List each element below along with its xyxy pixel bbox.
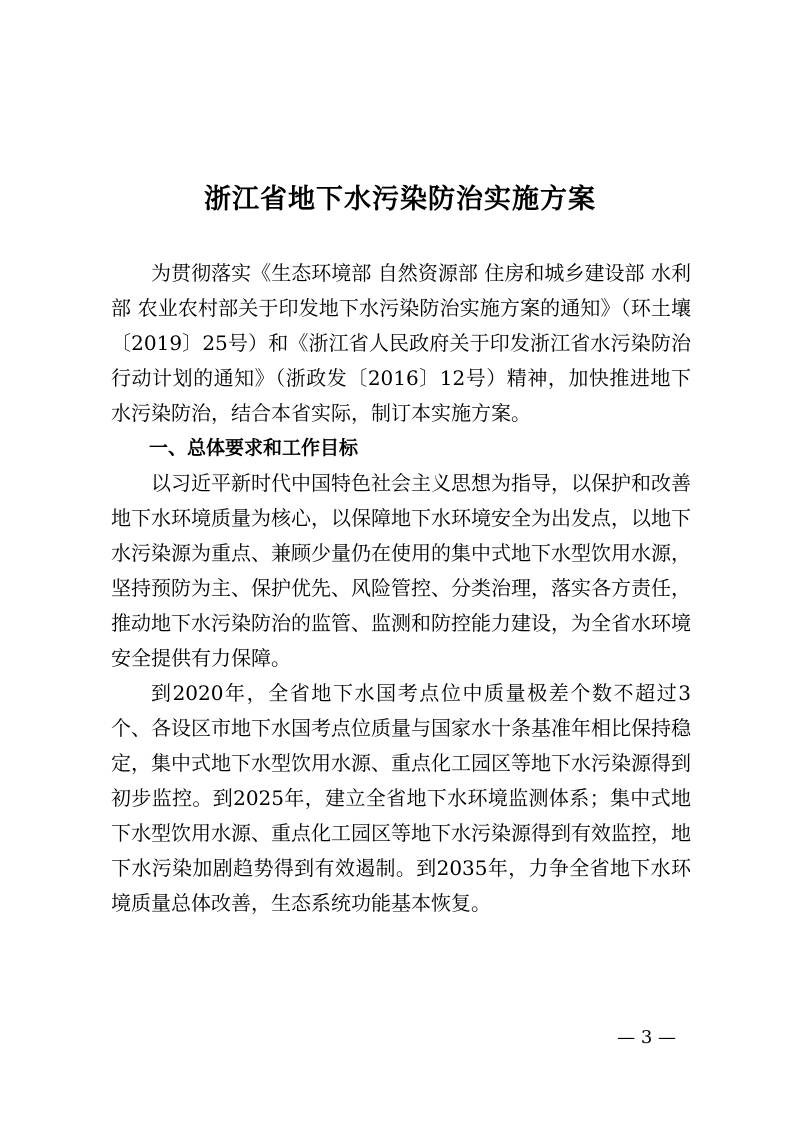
guiding-principle-paragraph: 以习近平新时代中国特色社会主义思想为指导，以保护和改善地下水环境质量为核心，以保障地下水环境安全为出发点，以地下水污染源为重点、兼顾少量仍在使用的集中式地下水型饮用水源，坚持预防为主、保护优先、风险管控、分类治理，落实各方责任，推动地下水污染防治的监管、监测和防控能力建设，为全省水环境安全提供有力保障。 xyxy=(111,471,691,670)
document-body xyxy=(111,256,691,921)
page-number: — 3 — xyxy=(617,1027,676,1048)
intro-paragraph: 为贯彻落实《生态环境部 自然资源部 住房和城乡建设部 水利部 农业农村部关于印发地下水污染防治实施方案的通知》（环土壤〔2019〕25号）和《浙江省人民政府关于印发浙江省水污染防治行动计划的通知》（浙政发〔2016〕12号）精神，加快推进地下水污染防治，结合本省实际，制订本实施方案。 xyxy=(111,261,691,425)
goals-paragraph: 到2020年，全省地下水国考点位中质量极差个数不超过3个、各设区市地下水国考点位质量与国家水十条基准年相比保持稳定，集中式地下水型饮用水源、重点化工园区等地下水污染源得到初步监控。到2025年，建立全省地下水环境监测体系；集中式地下水型饮用水源、重点化工园区等地下水污染源得到有效监控，地下水污染加剧趋势得到有效遏制。到2035年，力争全省地下水环境质量总体改善，生态系统功能基本恢复。 xyxy=(111,681,691,915)
section-heading: 一、总体要求和工作目标 xyxy=(149,437,359,459)
document-title: 浙江省地下水污染防治实施方案 xyxy=(204,184,596,215)
